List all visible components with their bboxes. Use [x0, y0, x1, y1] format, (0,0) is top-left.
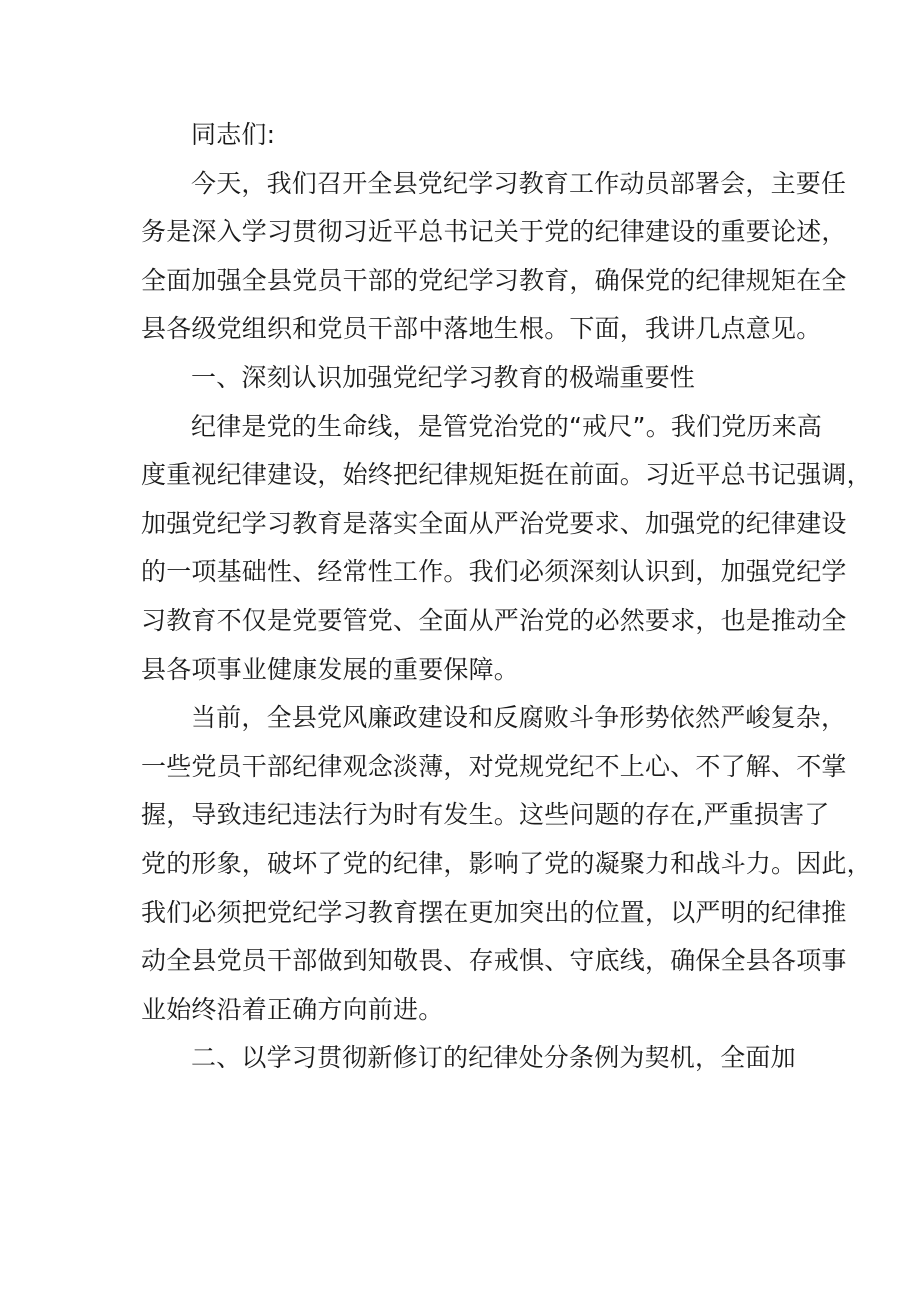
heading-line: 二、以学习贯彻新修订的纪律处分条例为契机，全面加 — [191, 1043, 796, 1073]
paragraph-current-situation — [141, 694, 872, 1034]
paragraph-line: 习教育不仅是党要管党、全面从严治党的必然要求，也是推动全 — [141, 605, 847, 635]
paragraph-line: 纪律是党的生命线，是管党治党的“戒尺”。我们党历来高 — [191, 411, 823, 441]
paragraph-line: 动全县党员干部做到知敬畏、存戒惧、守底线，确保全县各项事 — [141, 946, 847, 976]
paragraph-line: 县各级党组织和党员干部中落地生根。下面，我讲几点意见。 — [141, 314, 822, 344]
paragraph-line: 县各项事业健康发展的重要保障。 — [141, 654, 520, 684]
paragraph-line: 我们必须把党纪学习教育摆在更加突出的位置，以严明的纪律推 — [141, 897, 847, 927]
paragraph-line: 业始终沿着正确方向前进。 — [141, 994, 444, 1024]
paragraph-line: 握，导致违纪违法行为时有发生。这些问题的存在,严重损害了 — [141, 800, 830, 830]
section-heading-1 — [141, 354, 781, 403]
paragraph-line: 当前，全县党风廉政建设和反腐败斗争形势依然严峻复杂， — [191, 703, 847, 733]
paragraph-line: 全面加强全县党员干部的党纪学习教育，确保党的纪律规矩在全 — [141, 265, 847, 295]
paragraph-line: 党的形象，破坏了党的纪律，影响了党的凝聚力和战斗力。因此， — [141, 848, 872, 878]
paragraph-opening — [141, 160, 847, 354]
heading-line: 一、深刻认识加强党纪学习教育的极端重要性 — [191, 362, 696, 392]
document-body — [141, 111, 872, 1083]
paragraph-line: 加强党纪学习教育是落实全面从严治党要求、加强党的纪律建设 — [141, 508, 847, 538]
paragraph-discipline — [141, 403, 872, 695]
paragraph-line: 务是深入学习贯彻习近平总书记关于党的纪律建设的重要论述， — [141, 217, 847, 247]
paragraph-line: 一些党员干部纪律观念淡薄，对党规党纪不上心、不了解、不掌 — [141, 751, 847, 781]
paragraph-line: 的一项基础性、经常性工作。我们必须深刻认识到，加强党纪学 — [141, 557, 847, 587]
paragraph-line: 度重视纪律建设，始终把纪律规矩挺在前面。习近平总书记强调， — [141, 460, 872, 490]
paragraph-line: 今天，我们召开全县党纪学习教育工作动员部署会，主要任 — [191, 168, 847, 198]
section-heading-2 — [141, 1034, 796, 1083]
salutation: 同志们: — [191, 120, 276, 149]
